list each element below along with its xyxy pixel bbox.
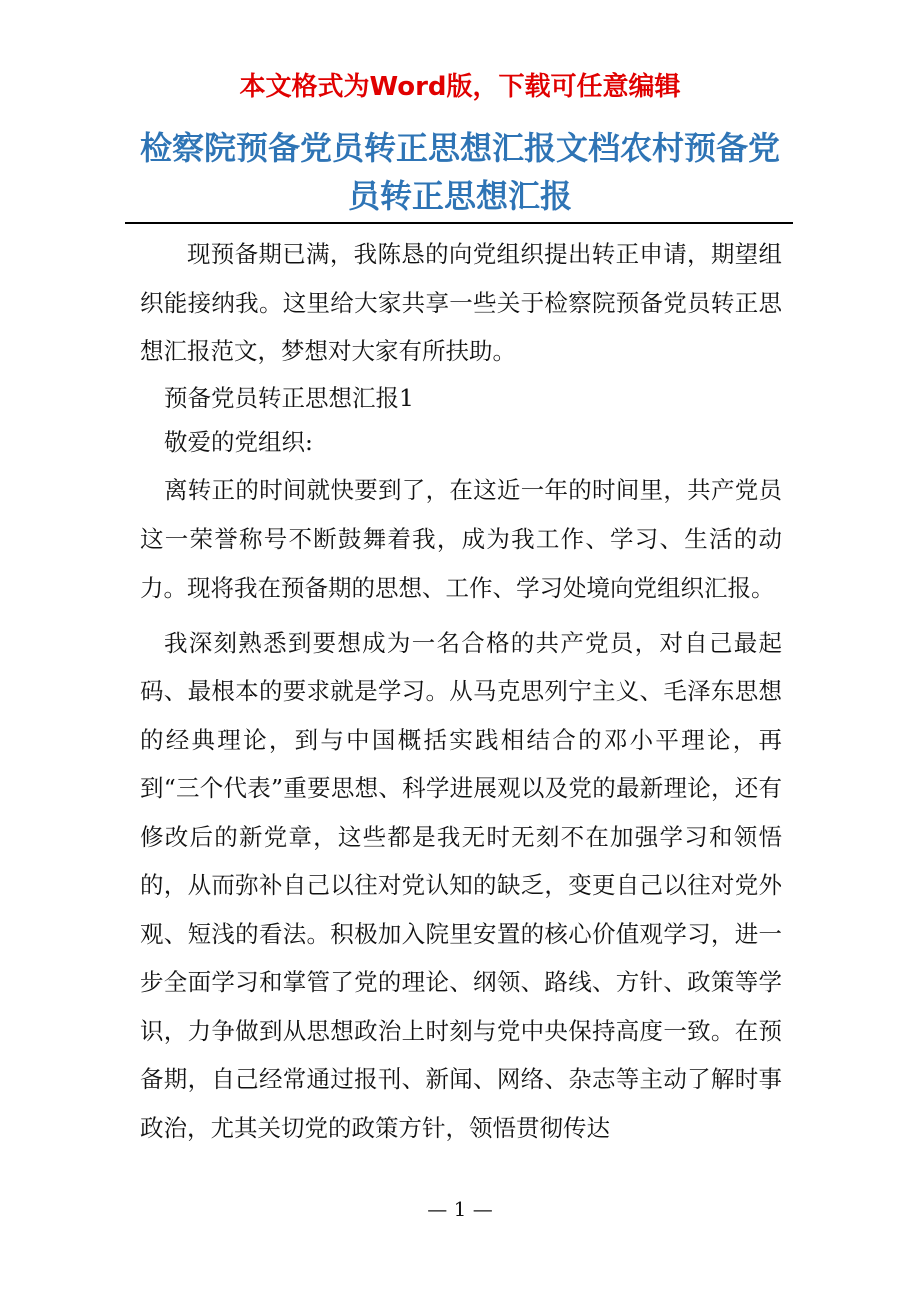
title-divider <box>125 222 793 224</box>
document-body <box>140 230 782 1152</box>
body-paragraph-1: 离转正的时间就快要到了，在这近一年的时间里，共产党员这一荣誉称号不断鼓舞着我，成为我工作、学习、生活的动力。现将我在预备期的思想、工作、学习处境向党组织汇报。 <box>140 475 782 602</box>
salutation: 敬爱的党组织: <box>164 427 313 456</box>
document-title: 检察院预备党员转正思想汇报文档农村预备党员转正思想汇报 <box>140 129 781 215</box>
intro-paragraph: 现预备期已满，我陈恳的向党组织提出转正申请，期望组织能接纳我。这里给大家共享一些关于检察院预备党员转正思想汇报范文，梦想对大家有所扶助。 <box>140 240 782 365</box>
page-number: — 1 — <box>427 1197 493 1221</box>
format-notice: 本文格式为Word版，下载可任意编辑 <box>239 72 681 102</box>
body-paragraph-2: 我深刻熟悉到要想成为一名合格的共产党员，对自己最起码、最根本的要求就是学习。从马克思列宁主义、毛泽东思想的经典理论，到与中国概括实践相结合的邓小平理论，再到“三个代表”重要思想、科学进展观以及党的最新理论，还有修改后的新党章，这些都是我无时无刻不在加强学习和领悟的，从而弥补自己以往对党认知的缺乏，变更自己以往对党外观、短浅的看法。积极加入院里安置的核心价值观学习，进一步全面学习和掌管了党的理论、纲领、路线、方针、政策等学识，力争做到从思想政治上时刻与党中央保持高度一致。在预备期，自己经常通过报刊、新闻、网络、杂志等主动了解时事政治，尤其关切党的政策方针，领悟贯彻传达 <box>140 628 782 1142</box>
section-heading: 预备党员转正思想汇报1 <box>164 383 414 412</box>
